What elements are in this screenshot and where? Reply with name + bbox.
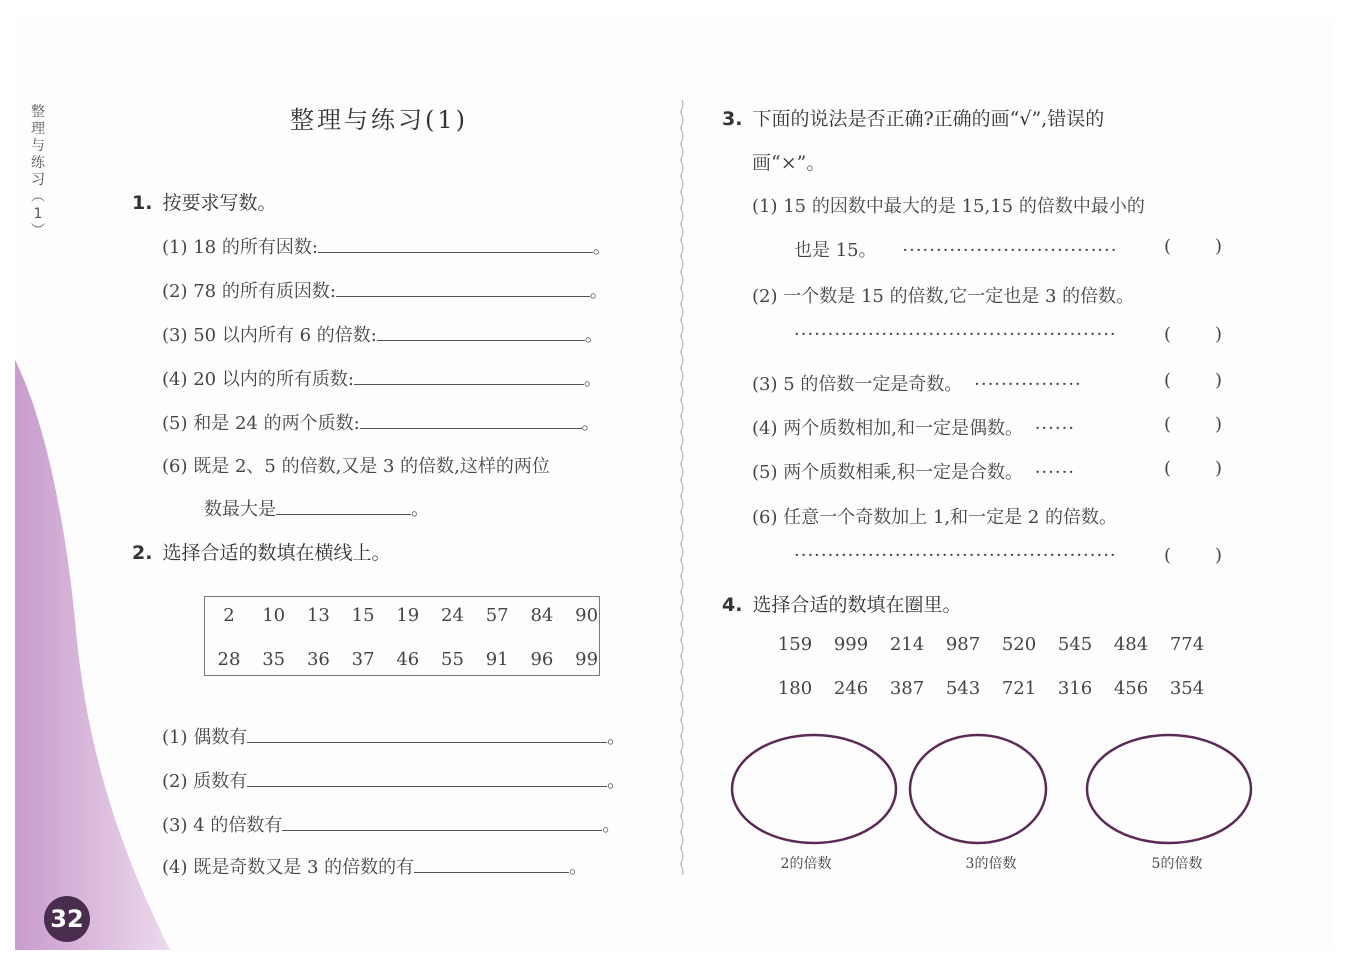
side-title-char: 与 — [31, 138, 45, 154]
number-cell: 99 — [575, 649, 599, 670]
q1-item-5-text: (5) 和是 24 的两个质数: — [162, 413, 360, 434]
number-cell: 2 — [223, 605, 235, 626]
decorative-wave — [15, 360, 175, 950]
number-cell: 96 — [530, 649, 554, 670]
period: 。 — [569, 857, 588, 878]
circle-label-3: 3的倍数 — [965, 856, 1017, 872]
q2-item-4 — [162, 852, 587, 879]
number-cell: 484 — [1113, 634, 1149, 655]
q3-item-6: (6) 任意一个奇数加上 1,和一定是 2 的倍数。 — [752, 507, 1118, 528]
leader-dots: ······ — [1034, 418, 1076, 439]
q1-item-2-text: (2) 78 的所有质因数: — [162, 281, 336, 302]
q3-text-1: 下面的说法是否正确?正确的画“√”,错误的 — [752, 108, 1105, 130]
answer-paren-3[interactable]: ( ) — [1164, 370, 1223, 391]
q1-item-6-cont-text: 数最大是 — [204, 499, 276, 520]
number-row-1 — [205, 605, 601, 631]
circle-label-5: 5的倍数 — [1151, 856, 1203, 872]
number-cell: 46 — [396, 649, 420, 670]
q2-item-4-text: (4) 既是奇数又是 3 的倍数的有 — [162, 857, 415, 878]
answer-paren-6[interactable]: ( ) — [1164, 545, 1223, 566]
number-cell: 316 — [1057, 678, 1093, 699]
number-cell: 35 — [262, 649, 286, 670]
number-cell: 36 — [306, 649, 330, 670]
q1-item-5 — [162, 408, 600, 435]
q1-item-2 — [162, 276, 608, 303]
q4-text: 选择合适的数填在圈里。 — [752, 594, 962, 616]
answer-blank[interactable] — [360, 408, 582, 429]
q2-item-2-text: (2) 质数有 — [162, 771, 248, 792]
q1-item-3-text: (3) 50 以内所有 6 的倍数: — [162, 325, 377, 346]
answer-blank[interactable] — [377, 320, 585, 341]
q4-number: 4. — [722, 594, 743, 616]
period: 。 — [589, 281, 608, 302]
q1-item-1 — [162, 232, 611, 259]
number-cell: 10 — [262, 605, 286, 626]
answer-circles — [725, 728, 1260, 850]
period: 。 — [592, 237, 611, 258]
answer-blank[interactable] — [414, 852, 569, 873]
leader-dots: ······ — [1034, 462, 1076, 483]
q1-text: 按要求写数。 — [162, 192, 277, 214]
answer-paren-5[interactable]: ( ) — [1164, 458, 1223, 479]
leader-dots: ················································ — [794, 545, 1117, 566]
number-cell: 37 — [351, 649, 375, 670]
page-title: 整理与练习(1) — [290, 106, 468, 134]
circle-multiples-of-2[interactable] — [732, 735, 896, 843]
period: 。 — [602, 815, 621, 836]
period: 。 — [607, 727, 626, 748]
number-cell: 19 — [396, 605, 420, 626]
q1-item-1-text: (1) 18 的所有因数: — [162, 237, 318, 258]
q3-text-2: 画“×”。 — [752, 152, 826, 174]
side-title-char: 理 — [31, 121, 45, 137]
q1-item-4 — [162, 364, 602, 391]
period: 。 — [581, 413, 600, 434]
q3-item-3 — [752, 370, 1082, 396]
q2-number: 2. — [132, 542, 153, 564]
number-row-2 — [205, 649, 601, 675]
q4-heading — [722, 590, 961, 617]
q3-item-4-text: (4) 两个质数相加,和一定是偶数。 — [752, 418, 1023, 439]
circle-label-2: 2的倍数 — [780, 856, 832, 872]
q1-item-4-text: (4) 20 以内的所有质数: — [162, 369, 354, 390]
number-cell: 354 — [1169, 678, 1205, 699]
side-title-char: 1 — [33, 206, 43, 222]
number-cell: 774 — [1169, 634, 1205, 655]
q1-item-6-text: (6) 既是 2、5 的倍数,又是 3 的倍数,这样的两位 — [162, 456, 550, 477]
number-cell: 387 — [889, 678, 925, 699]
number-box — [204, 596, 600, 676]
number-cell: 57 — [485, 605, 509, 626]
number-cell: 545 — [1057, 634, 1093, 655]
number-cell: 721 — [1001, 678, 1037, 699]
q3-item-5-text: (5) 两个质数相乘,积一定是合数。 — [752, 462, 1023, 483]
number-cell: 84 — [530, 605, 554, 626]
q3-item-3-text: (3) 5 的倍数一定是奇数。 — [752, 374, 963, 395]
q1-item-6-cont — [204, 494, 429, 521]
q2-heading — [132, 538, 390, 565]
q2-item-3 — [162, 810, 620, 837]
leader-dots: ································ — [902, 240, 1118, 261]
q3-item-2: (2) 一个数是 15 的倍数,它一定也是 3 的倍数。 — [752, 286, 1135, 307]
q3-number: 3. — [722, 108, 743, 130]
period: 。 — [607, 771, 626, 792]
answer-paren-2[interactable]: ( ) — [1164, 324, 1223, 345]
side-title-char: ︵ — [31, 189, 45, 205]
q4-number-row-2 — [770, 678, 1220, 702]
q1-number: 1. — [132, 192, 153, 214]
leader-dots: ················································ — [794, 324, 1117, 345]
answer-blank[interactable] — [247, 766, 607, 787]
number-cell: 24 — [441, 605, 464, 626]
q3-heading — [722, 104, 1104, 131]
side-title-char: 整 — [31, 104, 45, 120]
answer-blank[interactable] — [318, 232, 593, 253]
q1-item-6 — [162, 452, 550, 478]
q3-item-1-cont-text: 也是 15。 — [794, 240, 877, 261]
number-cell: 15 — [351, 605, 375, 626]
answer-paren-4[interactable]: ( ) — [1164, 414, 1223, 435]
number-cell: 520 — [1001, 634, 1037, 655]
number-cell: 90 — [575, 605, 599, 626]
number-cell: 180 — [777, 678, 813, 699]
q3-item-4 — [752, 414, 1075, 440]
number-cell: 456 — [1113, 678, 1149, 699]
answer-blank[interactable] — [276, 494, 411, 515]
number-cell: 214 — [889, 634, 925, 655]
q3-item-1-cont — [794, 236, 1117, 262]
circle-multiples-of-3[interactable] — [910, 735, 1046, 843]
q1-heading — [132, 188, 276, 215]
q2-item-2 — [162, 766, 625, 793]
page-number: 32 — [44, 896, 90, 942]
period: 。 — [411, 499, 429, 520]
answer-paren-1[interactable]: ( ) — [1164, 236, 1223, 257]
leader-dots: ················ — [974, 374, 1082, 395]
q2-item-3-text: (3) 4 的倍数有 — [162, 815, 283, 836]
q2-item-1 — [162, 722, 625, 749]
answer-blank[interactable] — [282, 810, 602, 831]
q2-item-1-text: (1) 偶数有 — [162, 727, 248, 748]
q4-number-row-1 — [770, 634, 1220, 658]
number-cell: 159 — [777, 634, 813, 655]
side-title-char: ︶ — [31, 223, 45, 239]
number-cell: 543 — [945, 678, 981, 699]
answer-blank[interactable] — [247, 722, 607, 743]
period: 。 — [583, 369, 602, 390]
q1-item-3 — [162, 320, 603, 347]
q2-text: 选择合适的数填在横线上。 — [162, 542, 391, 564]
number-cell: 246 — [833, 678, 869, 699]
side-title-char: 练 — [31, 155, 45, 171]
number-cell: 13 — [306, 605, 330, 626]
answer-blank[interactable] — [354, 364, 584, 385]
circle-multiples-of-5[interactable] — [1087, 735, 1251, 843]
answer-blank[interactable] — [336, 276, 590, 297]
number-cell: 987 — [945, 634, 981, 655]
side-title-char: 习 — [31, 172, 45, 188]
number-cell: 55 — [441, 649, 464, 670]
side-title — [28, 104, 48, 240]
q3-item-5 — [752, 458, 1075, 484]
page-divider — [676, 100, 688, 875]
period: 。 — [584, 325, 603, 346]
number-cell: 91 — [485, 649, 509, 670]
number-cell: 999 — [833, 634, 869, 655]
q3-item-1: (1) 15 的因数中最大的是 15,15 的倍数中最小的 — [752, 196, 1145, 217]
number-cell: 28 — [217, 649, 241, 670]
